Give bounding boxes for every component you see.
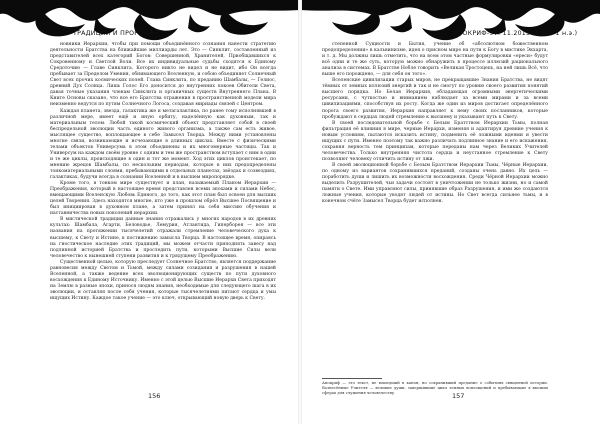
footnote: Апокриф — это текст, не вошедший в канон, но сохранивший предание о событиях священной истории. Вознесённые Учителя — великие души, завершившие цикл земных воплощений и пребывающие в высших сферах для служения человечеству. bbox=[322, 380, 548, 395]
left-running-head: ТРАДИЦИИ И ПРОРОКИ bbox=[73, 30, 154, 37]
paragraph: В своей эволюционной борьбе с Белым Братством Иерархии Тьмы, Чёрные Иерархии, по одному из вариантов сохранившихся преданий, созданы очень давно. Их цель — поработить души и лишить их возможности восхождения. Среди Чёрной Иерархии можно выделить Разрушителей, чьи задачи состоят в уничтожении не только жизни, но и самой памяти о Свете. Ими управляют силы, принявшие образ Разрушения, и ими же создаются ложные учения, которые уводят людей от истины. Но Свет всегда сильнее тьмы, и в конечном счёте Замысел Творца будет исполнен. bbox=[322, 162, 548, 205]
left-body-text bbox=[50, 42, 276, 302]
paragraph: В мистической традиции данные знания отражались у многих народов в их древних культах: Шамбала, Агарти, Беловодье, Лемурия, Атлантида, Гиперборея — все эти названия на протяжении тысячелетий отражали стремление человеческого духа к высшему, к Свету и Истине, к постижению замысла Творца. В настоящее время, опираясь на гностическое наследие этих традиций, мы можем отчасти приподнять завесу над подлинной историей Братства и проследить пути, которыми Высшие Силы вели человечество к нынешней ступени развития и к грядущему Преображению. bbox=[50, 217, 276, 259]
left-page-number: 156 bbox=[148, 392, 161, 400]
paragraph: Каждая планета, звезда, галактика же и метагалактика, по ранее тому исполнявшей в различной мере, имеет ещё и иную орбиту, наделённую как духовным, так и материальным телом. Любой такой космический объект представляет собой в своей беспредельной эволюции часть единого живого организма, а также сам есть живое, мыслящее существо, воплощающее в себе Замысел Творца. Между ними установлены многие связи, возникающие и исчезающие в длинных циклах. Вместе с физическими телами объектов Универсума в этом объединены и их многомерные частицы. Так и Универсум на каждом своём уровне с одним и тем же пространством вступает с ним в одни и те же циклы, происходящие в один и тот же момент. Ход этих циклов проистекает, по мнению жрецов Шамбалы, по нескольким периодам, которые в них предопределены тонкоматериальными слоями, пребывающими в отдельных планетах, звёздах и созвездиях, галактиках, будучи всегда в сознании Вселенной и в высшем миропорядке. bbox=[50, 108, 276, 181]
paragraph: степенной Сущности и Бытия, учение об «абсолютном божественном предопределении» в кальвинизме, идея о присном мире на пути к Богу в мистике Экхарта, и т. д. Мы должны лишь отметить, что на всем этом частные формулировки «ереси» будут всё одни и те же суть, которую можно обнаружить в процессе иллюзий рационального анализа в системах. В Братстве Нобле говорить «Великая Тростоцепь, на ней лишь Всё, что выше его порождено, — для себя он того». bbox=[322, 42, 548, 78]
right-page-number: 157 bbox=[452, 392, 465, 400]
paragraph: В своей последовательной борьбе с Белым Братством Иерархии Тьмы, полная фильтрация её влияния в мире, черные Иерархи, изменяя и адаптируя древние учения к новым условиям, пытаются исказить истину, подменить её ложными идеями и увести ищущих с пути. Именно поэтому так важно различать подлинное знание и его искажения, сохраняя верность тем принципам, которые переданы нам через Великих Учителей человечества. Только внутренняя чистота сердца и неустанное стремление к Свету позволяют человеку отличить истину от лжи. bbox=[322, 120, 548, 162]
paragraph: новники Иерархии, чтобы при помощи объединённого сознания нанести стратегию деятельности Братства на ближайшие миллиарды лет. Это — Синклит, составленный из представителей всех категорий Богов: Совершенной, Хранителей, Приобщавшихся к Сокровенному и Светлой Воли. Все их индивидуальные судьбы сходятся к Единому Средоточию — Главе Синклита, Которого никто не видел и не видит, ибо Он всегда пребывает за Пределом Умения, обнимающего Вселенную, и собою объединяет Солнечный Свет всех прочих космических полей. Глава Синклита, по преданию Шамбалы, — Гелиос, древний Дух Солнца. Лишь Голос Его доносится до внутренних покоев Обители Света, давая точные указания членам Синклита и органичных существ Внутреннего Плана. В Книге Основы сказано, что все его Братства отражения в пространственной модели мира неизменно ведутся по путям Солнечного Логоса, создавая мириады связей с Центром. bbox=[50, 42, 276, 108]
paragraph: Существенной целью, которую преследует Солнечное Братство, является поддержание равновесия между Светом и Тьмой, между силами созидания и разрушения в нашей Вселенной, а также ведение всех эволюционирующих существ по пути духовного восхождения к Единому Источнику. Именно с этой целью Высшие Иерархи Света приходят на Землю в разные эпохи, принося людям знания, необходимые для следующего шага в их эволюции, и оставляя после себя учения, которые тысячелетиями питают сердца и умы ищущих Истину. Каждое такое учение — это ключ, открывающий новую дверь к Свету. bbox=[50, 259, 276, 301]
right-running-head: АПОКРИФ-97: 11.2015 (ЯШ.5 1 н.э.) bbox=[453, 30, 578, 37]
paragraph: Кроме того, в тонком мире существует и план, называемый Планом Иерархии — Преображения, который в настоящее время представлен всеми эпохами и силами Небес, вмещающими Вселенскую Любовь Единого, до того, как этот план был освоен для высших целей Творения. Здесь находятся многие, кто уже в прошлом обрёл Высшее Посвящение и был инициирован в духовном плане, а затем принял на себя миссию обучения и наставничества новых поколений иерархии. bbox=[50, 181, 276, 217]
footnote-divider bbox=[322, 378, 382, 379]
paragraph: Вселенские цивилизации старых миров, не прекращавшие Знания Братства, не видят тёмных от земных иллюзий энергий и так и не смогут по уровню своего развития понятий высшего порядка. Но Белая Иерархия, обладающая огромными энергетическими ресурсами, с чуткостью и вниманием наблюдает за всеми мирами и за всеми цивилизациями, способствуя их росту. Когда же один из миров достигает определённого порога своего развития, Иерархия направляет к нему своих посланников, которые пробуждают в сердцах людей стремление к высшему и указывают путь к Свету. bbox=[322, 78, 548, 120]
right-body-text bbox=[322, 42, 548, 205]
right-page bbox=[300, 0, 600, 424]
